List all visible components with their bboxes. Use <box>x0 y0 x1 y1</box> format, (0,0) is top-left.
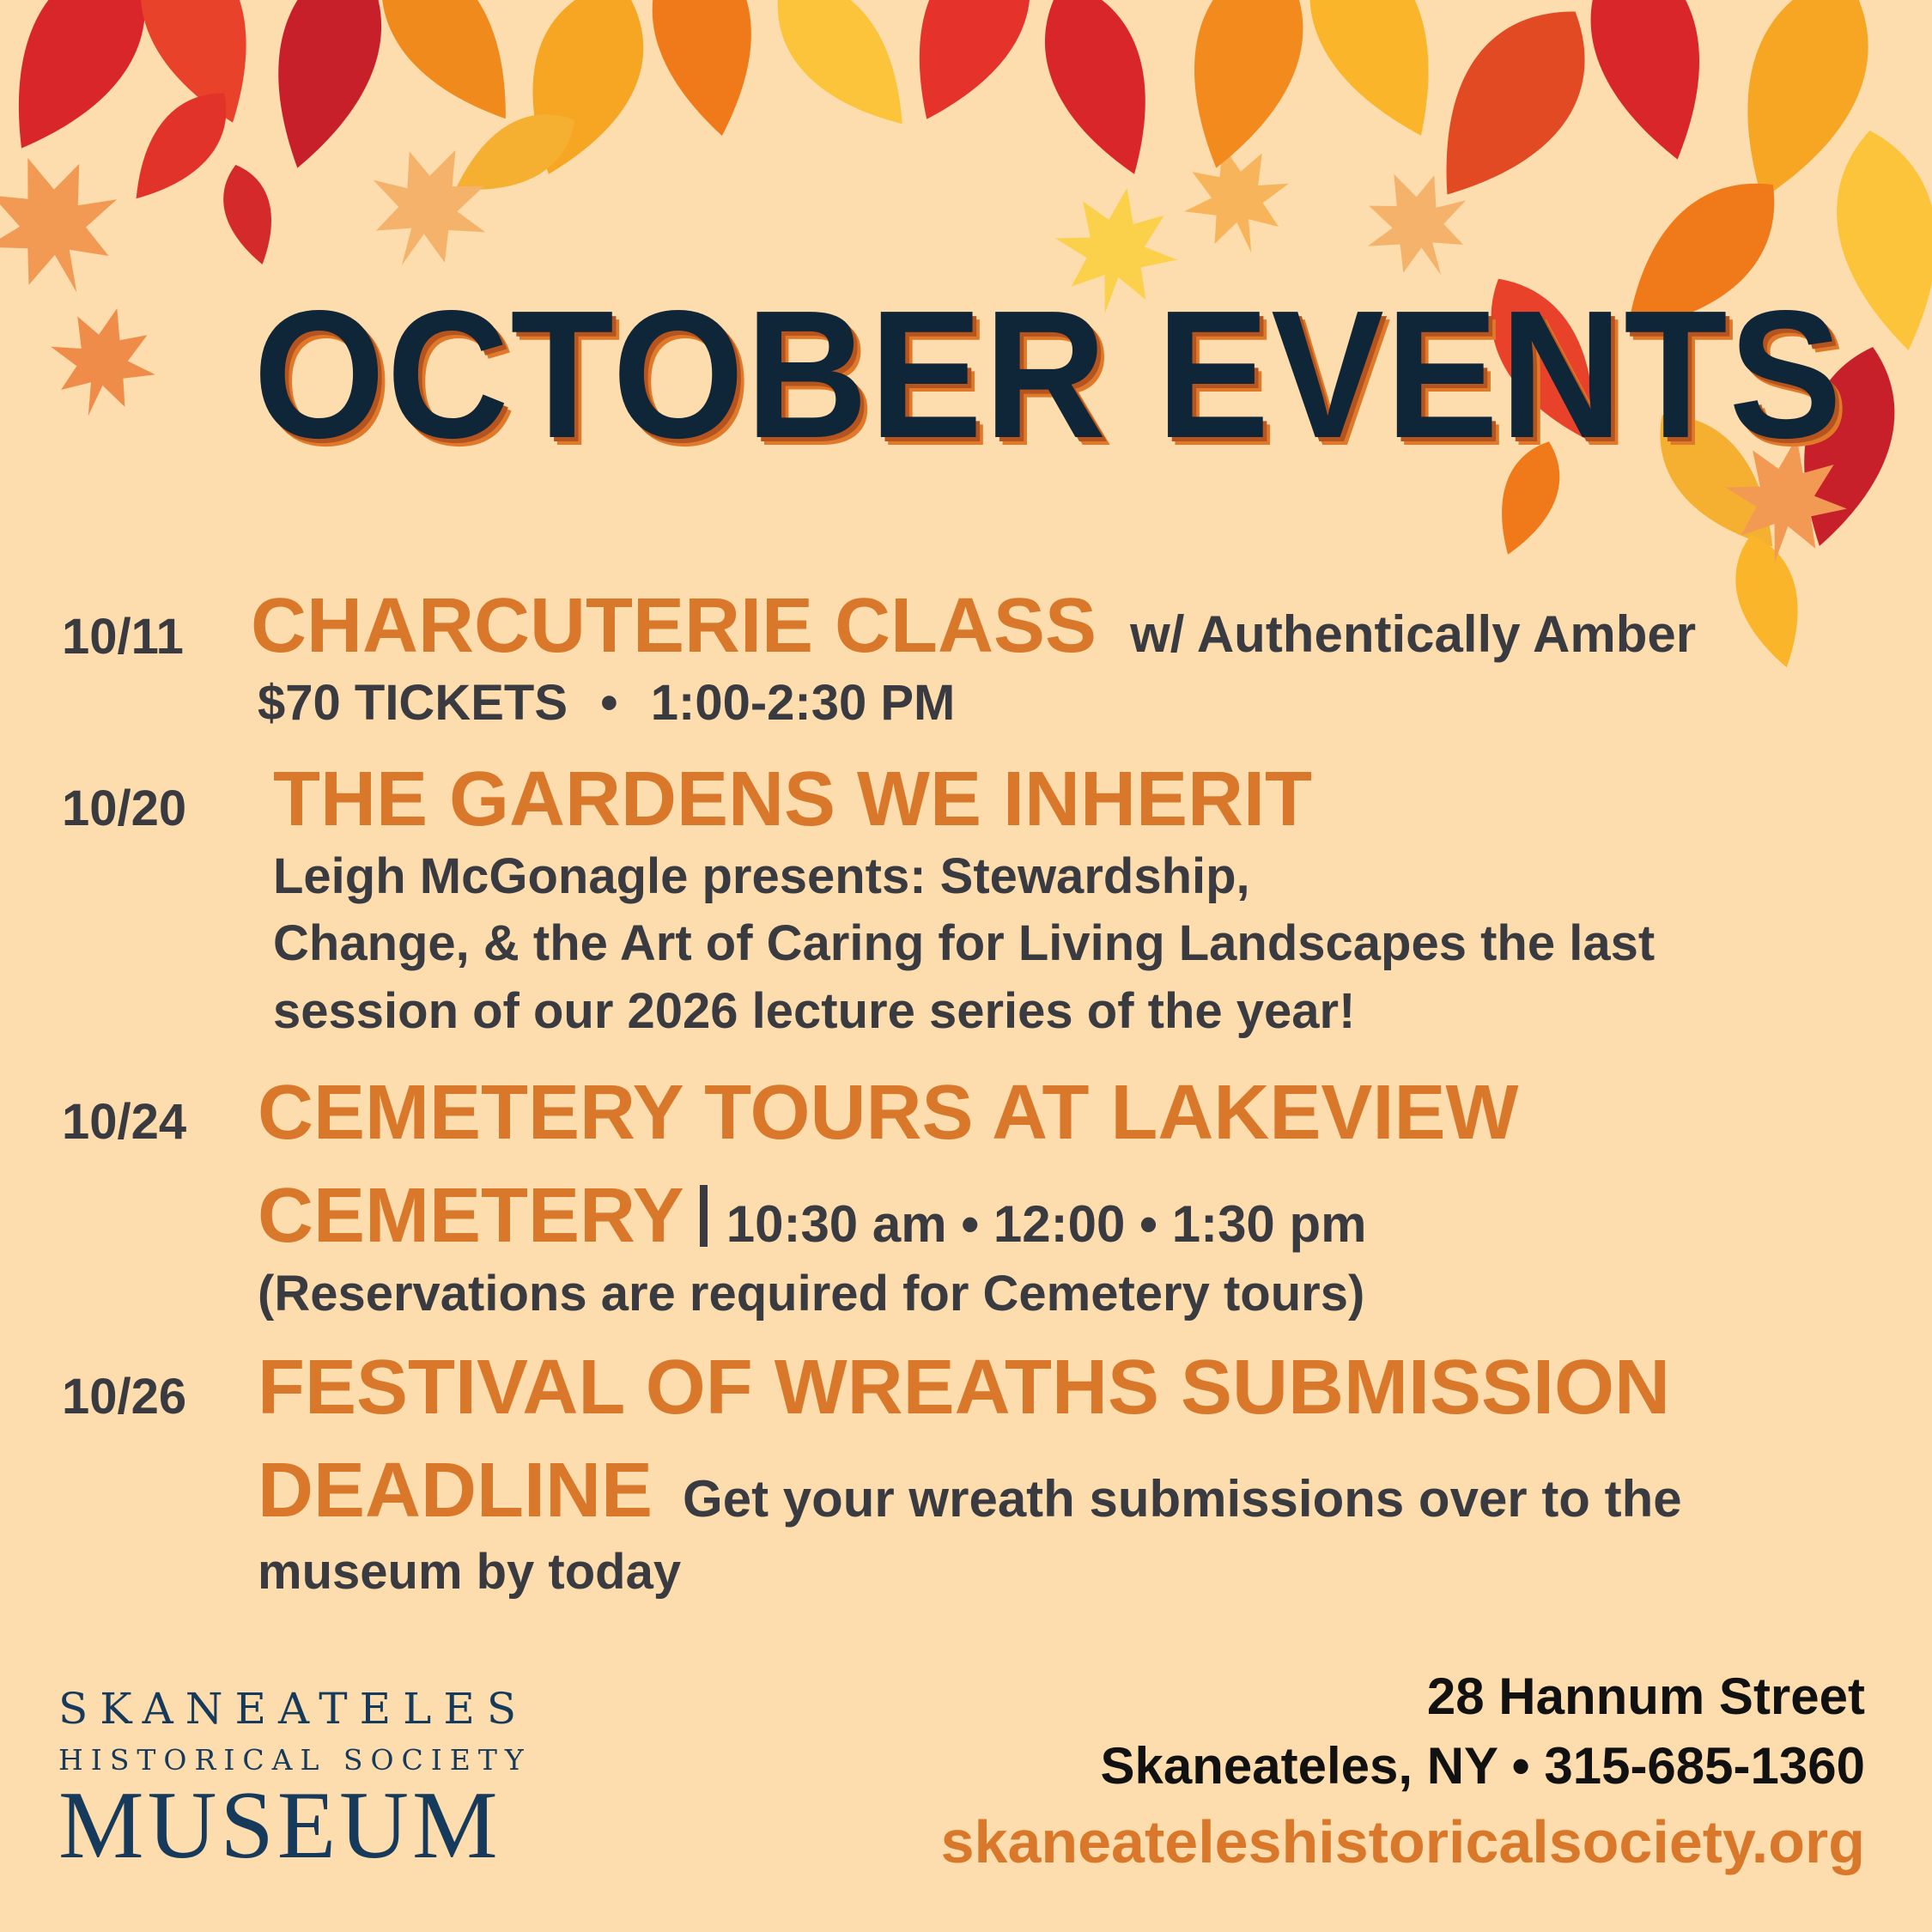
website-link[interactable]: skaneateleshistoricalsociety.org <box>940 1808 1865 1875</box>
logo-line-3: MUSEUM <box>58 1772 501 1879</box>
street-address: 28 Hannum Street <box>1426 1668 1865 1725</box>
event-details <box>258 670 955 737</box>
event-times: 10:30 am • 12:00 • 1:30 pm <box>726 1195 1367 1253</box>
event-heading: CEMETERY TOURS AT LAKEVIEW <box>258 1070 1519 1156</box>
event-subheading: w/ Authentically Amber <box>1130 605 1697 663</box>
event-heading: FESTIVAL OF WREATHS SUBMISSION <box>258 1345 1671 1431</box>
address-block <box>1100 1662 1865 1801</box>
divider-bar <box>700 1185 708 1247</box>
museum-logo <box>58 1684 532 1879</box>
event-date: 10/26 <box>62 1369 187 1425</box>
separator-dot: • <box>573 675 646 731</box>
event-note: (Reservations are required for Cemetery tours) <box>258 1266 1365 1321</box>
event-date: 10/24 <box>62 1094 187 1150</box>
description-line: Leigh McGonagle presents: Stewardship, <box>273 848 1250 904</box>
event-inline-text: Get your wreath submissions over to the <box>683 1470 1682 1528</box>
city-phone: Skaneateles, NY • 315-685-1360 <box>1100 1737 1865 1795</box>
event-time: 1:00-2:30 PM <box>650 675 956 731</box>
event-description <box>273 843 1655 1045</box>
description-line: session of our 2026 lecture series of the year! <box>273 982 1356 1039</box>
event-heading-line: DEADLINE <box>258 1448 653 1534</box>
logo-line-1: SKANEATELES <box>58 1684 529 1734</box>
event-heading: THE GARDENS WE INHERIT <box>273 756 1313 842</box>
page-title: OCTOBER EVENTS <box>253 272 1844 476</box>
event-heading: CHARCUTERIE CLASS <box>251 583 1097 669</box>
event-continuation: museum by today <box>258 1544 682 1600</box>
event-heading-line: CEMETERY <box>258 1173 684 1259</box>
logo-line-2: HISTORICAL SOCIETY <box>58 1743 532 1777</box>
description-line: Change, & the Art of Caring for Living Landscapes the last <box>273 915 1656 972</box>
event-title <box>251 582 1696 671</box>
event-date: 10/20 <box>62 781 187 836</box>
event-date: 10/11 <box>62 609 184 665</box>
ticket-price: $70 TICKETS <box>258 675 568 731</box>
event-heading-continued <box>258 1447 1682 1535</box>
event-heading-continued <box>258 1172 1366 1261</box>
